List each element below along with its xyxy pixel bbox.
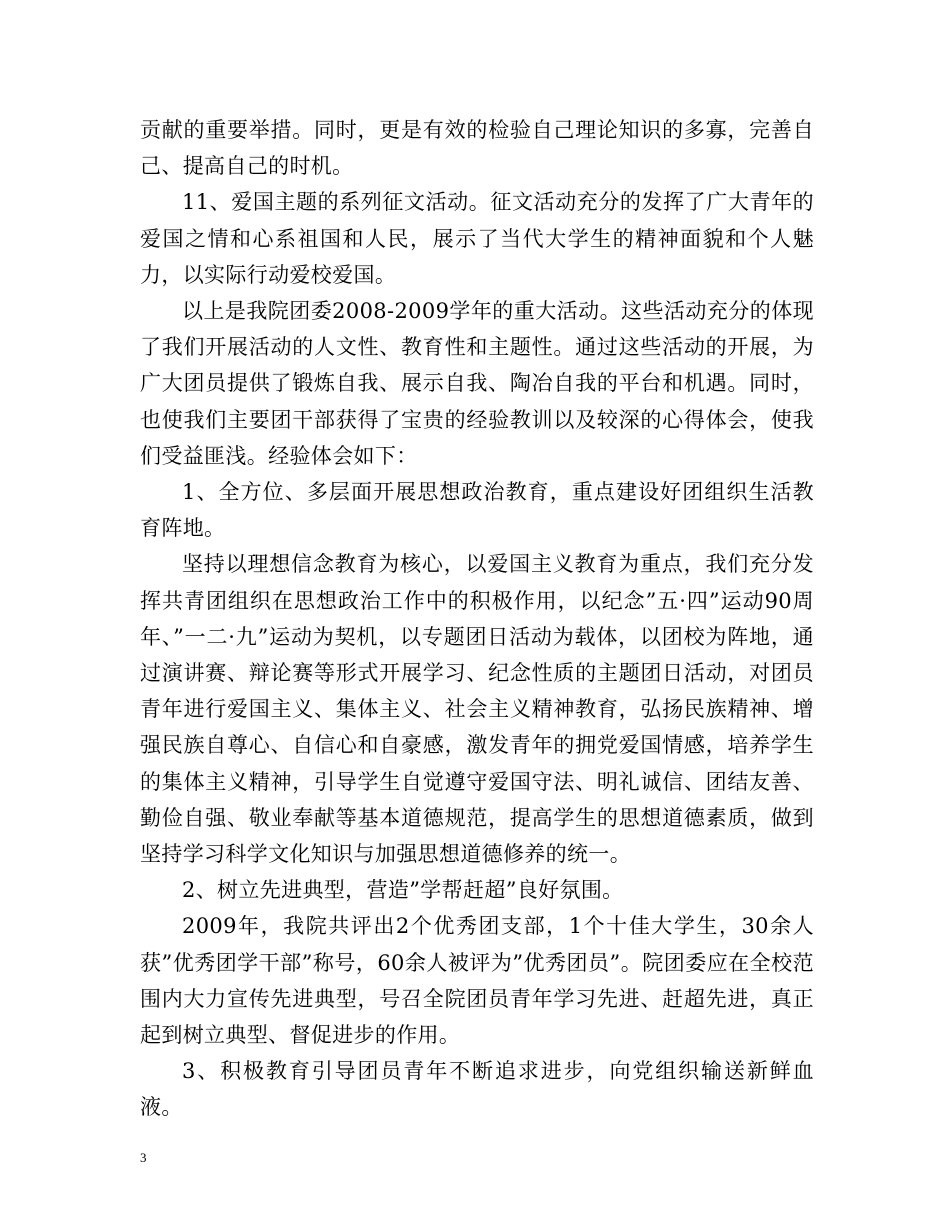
paragraph: 坚持以理想信念教育为核心，以爱国主义教育为重点，我们充分发挥共青团组织在思想政治工作中的积极作用，以纪念”五·四”运动90周年、”一二·九”运动为契机，以专题团日活动为载体，以团校为阵地，通过演讲赛、辩论赛等形式开展学习、纪念性质的主题团日活动，对团员青年进行爱国主义、集体主义、社会主义精神教育，弘扬民族精神、增强民族自尊心、自信心和自豪感，激发青年的拥党爱国情感，培养学生的集体主义精神，引导学生自觉遵守爱国守法、明礼诚信、团结友善、勤俭自强、敬业奉献等基本道德规范，提高学生的思想道德素质，做到坚持学习科学文化知识与加强思想道德修养的统一。 bbox=[140, 552, 814, 867]
page-number: 3 bbox=[140, 1150, 147, 1165]
paragraph: 3、积极教育引导团员青年不断追求进步，向党组织输送新鲜血液。 bbox=[140, 1059, 814, 1120]
paragraph: 11、爱国主题的系列征文活动。征文活动充分的发挥了广大青年的爱国之情和心系祖国和人民，展示了当代大学生的精神面貌和个人魅力，以实际行动爱校爱国。 bbox=[140, 190, 814, 287]
paragraph: 2009年，我院共评出2个优秀团支部，1个十佳大学生，30余人获”优秀团学干部”称号，60余人被评为”优秀团员”。院团委应在全校范围内大力宣传先进典型，号召全院团员青年学习先进、赶超先进，真正起到树立典型、督促进步的作用。 bbox=[140, 914, 814, 1048]
paragraph: 以上是我院团委2008-2009学年的重大活动。这些活动充分的体现了我们开展活动的人文性、教育性和主题性。通过这些活动的开展，为广大团员提供了锻炼自我、展示自我、陶冶自我的平台和机遇。同时，也使我们主要团干部获得了宝贵的经验教训以及较深的心得体会，使我们受益匪浅。经验体会如下： bbox=[140, 299, 814, 468]
paragraph: 1、全方位、多层面开展思想政治教育，重点建设好团组织生活教育阵地。 bbox=[140, 480, 814, 541]
paragraph: 贡献的重要举措。同时，更是有效的检验自己理论知识的多寡，完善自己、提高自己的时机。 bbox=[140, 118, 814, 179]
paragraph: 2、树立先进典型，营造”学帮赶超”良好氛围。 bbox=[182, 878, 624, 903]
document-body bbox=[140, 112, 814, 1126]
